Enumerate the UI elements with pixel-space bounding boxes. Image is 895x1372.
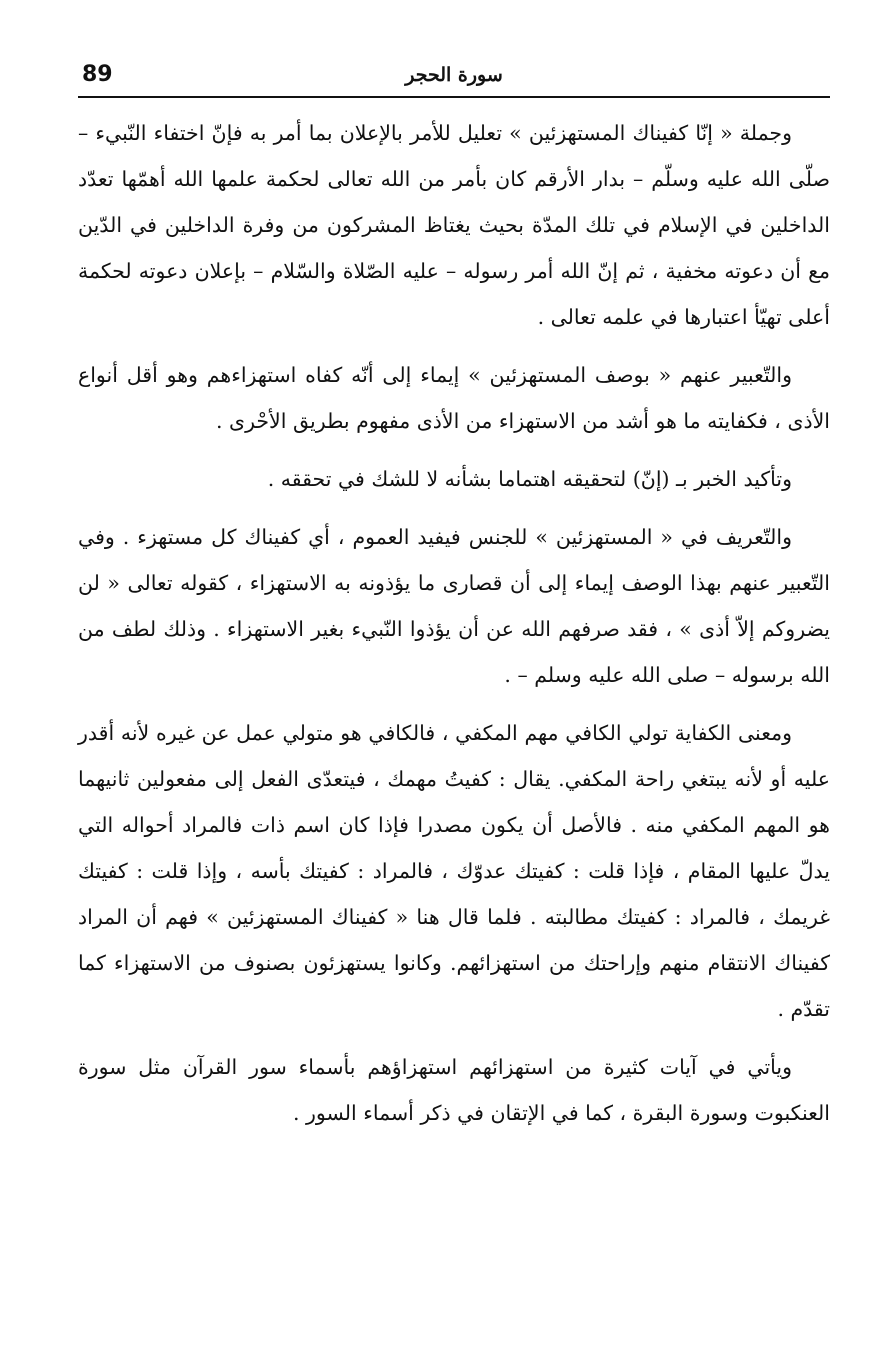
paragraph-text: وتأكيد الخبر بـ (إنّ) لتحقيقه اهتماما بشأنه لا للشك في تحققه . <box>267 467 792 491</box>
paragraph-text: وجملة « إنّا كفيناك المستهزئين » تعليل للأمر بالإعلان بما أمر به فإنّ اختفاء النّبيء – صلّى الله عليه وسلّم – بدار الأرقم كان بأمر من الله تعالى لحكمة علمها الله أهمّها تعدّد الداخلين في الإسلام في تلك المدّة بحيث يغتاظ المشركون من وفرة الداخلين في الدّين مع أن دعوته مخفية ، ثم إنّ الله أمر رسوله – عليه الصّلاة والسّلام – بإعلان دعوته لحكمة أعلى تهيّأ اعتبارها في علمه تعالى . <box>78 121 830 329</box>
page-number: 89 <box>82 62 113 87</box>
paragraph <box>78 456 830 502</box>
paragraph <box>78 110 830 340</box>
paragraph-text: ومعنى الكفاية تولي الكافي مهم المكفي ، فالكافي هو متولي عمل عن غيره لأنه أقدر عليه أو لأنه يبتغي راحة المكفي. يقال : كفيتُ مهمك ، فيتعدّى الفعل إلى مفعولين ثانيهما هو المهم المكفي منه . فالأصل أن يكون مصدرا فإذا كان اسم ذات فالمراد أحواله التي يدلّ عليها المقام ، فإذا قلت : كفيتك عدوّك ، فالمراد : كفيتك بأسه ، وإذا قلت : كفيتك غريمك ، فالمراد : كفيتك مطالبته . فلما قال هنا « كفيناك المستهزئين » فهم أن المراد كفيناك الانتقام منهم وإراحتك من استهزائهم. وكانوا يستهزئون بصنوف من الاستهزاء كما تقدّم . <box>78 721 830 1021</box>
running-title: سورة الحجر <box>405 64 503 86</box>
paragraph-text: ويأتي في آيات كثيرة من استهزائهم استهزاؤهم بأسماء سور القرآن مثل سورة العنكبوت وسورة البقرة ، كما في الإتقان في ذكر أسماء السور . <box>78 1055 830 1125</box>
paragraph <box>78 710 830 1032</box>
paragraph-text: والتّعريف في « المستهزئين » للجنس فيفيد العموم ، أي كفيناك كل مستهزء . وفي التّعبير عنهم بهذا الوصف إيماء إلى أن قصارى ما يؤذونه به الاستهزاء ، كقوله تعالى « لن يضروكم إلاّ أذى » ، فقد صرفهم الله عن أن يؤذوا النّبيء بغير الاستهزاء . وذلك لطف من الله برسوله – صلى الله عليه وسلم – . <box>78 525 830 687</box>
body-text <box>78 110 830 1148</box>
paragraph <box>78 1044 830 1136</box>
paragraph <box>78 514 830 698</box>
paragraph-text: والتّعبير عنهم « بوصف المستهزئين » إيماء إلى أنّه كفاه استهزاءهم وهو أقل أنواع الأذى ، فكفايته ما هو أشد من الاستهزاء من الأذى مفهوم بطريق الأحْرى . <box>78 363 830 433</box>
paragraph <box>78 352 830 444</box>
page-header <box>78 60 830 98</box>
